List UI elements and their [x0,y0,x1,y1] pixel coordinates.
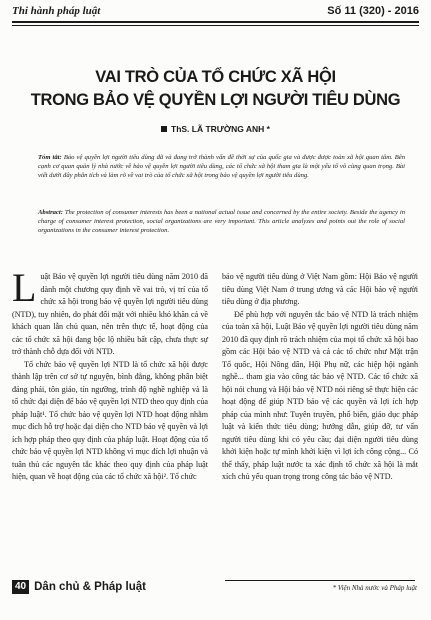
body-paragraph: Để phù hợp với nguyên tắc bảo vệ NTD là trách nhiệm của toàn xã hội, Luật Bảo vệ quyền lợi người tiêu dùng năm 2010 đã quy định rõ trách nhiệm của mọi tổ chức xã hội bao gồm các Hội bảo vệ NTD và cả các tổ chức như Mặt trận Tổ quốc, Hội Nông dân, Hội Phụ nữ, các hiệp hội ngành nghề... tham gia vào công tác bảo vệ NTD. Các tổ chức xã hội nói chung và Hội bảo vệ NTD nói riêng sẽ thực hiện các hoạt động để giúp NTD bảo vệ các quyền và lợi ích hợp pháp của mình như: Tuyên truyền, phổ biến, giáo dục pháp luật và kiến thức tiêu dùng; hướng dẫn, giúp đỡ, tư vấn người tiêu dùng khi có yêu cầu; đại diện người tiêu dùng khởi kiện hoặc tự mình khởi kiện vì lợi ích công cộng... Có thể thấy, pháp luật nước ta xác định tổ chức xã hội là mắt xích chủ yếu quan trọng trong công tác bảo vệ NTD. [222,309,418,481]
body-paragraph: Tổ chức bảo vệ quyền lợi NTD là tổ chức xã hội được thành lập trên cơ sở tự nguyện, bình đẳng, không phân biệt đảng phái, tôn giáo, tín ngưỡng, trình độ nghề nghiệp và là tổ chức đại diện để bảo vệ quyền lợi NTD theo quy định của pháp luật¹. Tổ chức bảo vệ quyền lợi NTD hoạt động nhằm mục đích hỗ trợ hoặc đại diện cho NTD bảo vệ quyền và lợi ích hợp pháp theo quy định của pháp luật. Hoạt động của tổ chức bảo vệ quyền lợi NTD không vì mục đích lợi nhuận và tuân thủ các nguyên tắc khác theo quy định của pháp luật hiện, quan về hoạt động của các tổ chức xã hội². Tổ chức [12,359,208,481]
author-footnote: * Viện Nhà nước và Pháp luật [332,584,417,592]
article-title-line-1: VAI TRÒ CỦA TỔ CHỨC XÃ HỘI [95,68,336,86]
body-column-left [12,265,208,484]
abstract-text: The protection of consumer interests has been a national actual issue and concerned by the entire society. Beside the agency in charge of consumer interest protection, social organizations are very important. This article analyzes and points out the role of social organizations in the consumer interest protection. [38,209,405,234]
footnote-rule [225,580,415,581]
body-paragraph: Luật Bảo vệ quyền lợi người tiêu dùng năm 2010 đã dành một chương quy định về vai trò, vị trí của tổ chức xã hội trong bảo vệ quyền lợi người tiêu dùng (NTD), tuy nhiên, do phát đối mặt với nhiều khó khăn cả về khách quan lẫn chủ quan, nên trên thực tế, hoạt động của các tổ chức xã hội đang bộc lộ nhiều bất cập, chưa thực sự trở thành chỗ dựa đối với NTD. [12,265,208,356]
abstract-label: Abstract: [38,209,63,216]
summary-text: Bảo vệ quyền lợi người tiêu dùng đã và đang trở thành vấn đề thời sự của quốc gia và được được toàn xã hội quan tâm. Bên cạnh cơ quan quản lý nhà nước về bảo vệ quyền lợi người tiêu dùng, các tổ chức xã hội tham gia là một yếu tố vô cùng quan trọng. Bài viết dưới đây phân tích và làm rõ về vai trò của tổ chức xã hội trong bảo vệ quyền lợi người tiêu dùng. [38,154,405,179]
header-rule [12,21,419,23]
page-footer [12,580,202,594]
article-title-line-2: TRONG BẢO VỆ QUYỀN LỢI NGƯỜI TIÊU DÙNG [30,91,401,109]
running-header-section: Thi hành pháp luật [12,5,101,17]
running-header-issue: Số 11 (320) - 2016 [327,5,419,17]
author-name: ThS. LÃ TRƯỜNG ANH * [171,124,270,134]
abstract-english [38,208,405,235]
publication-name: Dân chủ & Pháp luật [34,581,146,593]
body-column-right [222,271,418,484]
square-bullet-icon [161,126,167,132]
page-number: 40 [12,580,29,594]
drop-cap: L [12,265,37,310]
summary-label: Tóm tắt: [38,154,62,161]
summary-vietnamese [38,153,405,180]
header-rule-thin [12,25,419,26]
body-paragraph: bảo vệ người tiêu dùng ở Việt Nam gồm: Hội Bảo vệ người tiêu dùng Việt Nam ở trung ương và các Hội bảo vệ người tiêu dùng ở địa phương. [222,272,418,306]
author-byline [0,124,431,134]
